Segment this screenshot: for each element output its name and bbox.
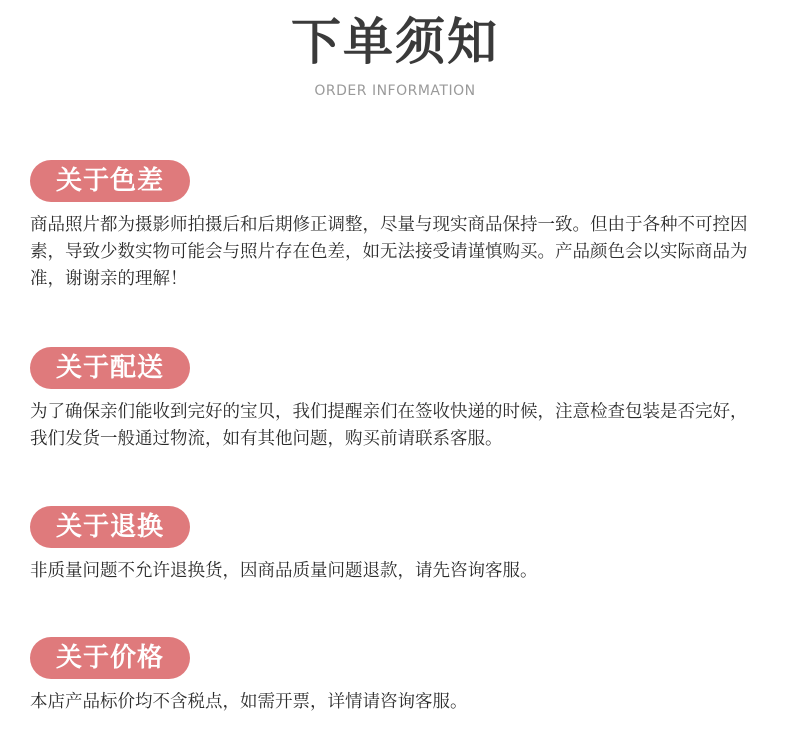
section-body-text: 本店产品标价均不含税点，如需开票，详情请咨询客服。 [30, 692, 468, 712]
section-returns [30, 506, 760, 585]
section-delivery [30, 347, 760, 453]
section-color-difference [30, 160, 760, 293]
page-title: 下单须知 [291, 13, 499, 71]
page-subtitle: ORDER INFORMATION [314, 83, 476, 99]
section-body-text: 非质量问题不允许退换货，因商品质量问题退款，请先咨询客服。 [30, 561, 538, 581]
section-price [30, 637, 760, 716]
section-heading-badge: 关于色差 [30, 160, 190, 202]
section-heading-badge: 关于价格 [30, 637, 190, 679]
section-body-text: 为了确保亲们能收到完好的宝贝，我们提醒亲们在签收快递的时候，注意检查包装是否完好，我们发货一般通过物流，如有其他问题，购买前请联系客服。 [30, 402, 748, 449]
section-heading-badge: 关于配送 [30, 347, 190, 389]
section-heading-badge: 关于退换 [30, 506, 190, 548]
section-body-text: 商品照片都为摄影师拍摄后和后期修正调整，尽量与现实商品保持一致。但由于各种不可控因素，导致少数实物可能会与照片存在色差，如无法接受请谨慎购买。产品颜色会以实际商品为准，谢谢亲的理解！ [30, 215, 748, 289]
